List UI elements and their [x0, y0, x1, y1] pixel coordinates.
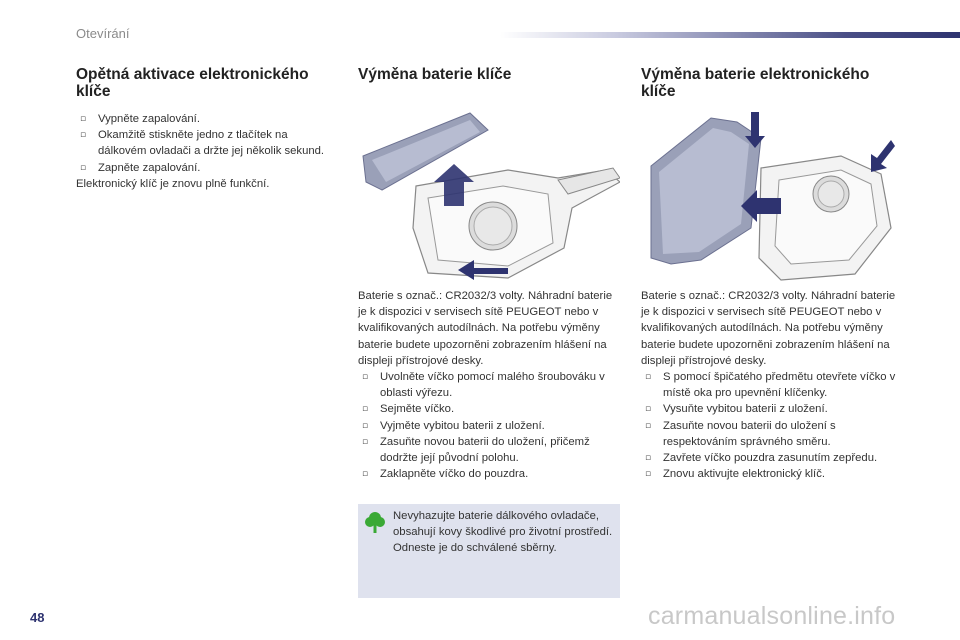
list-item: ▫ Sejměte víčko.	[358, 401, 620, 417]
list-item: ▫ Zasuňte novou baterii do uložení, přičemž dodržte její původní polohu.	[362, 435, 590, 465]
list-item: ▫ Vypněte zapalování.	[76, 111, 331, 127]
list-item: ▫ Zapněte zapalování.	[76, 160, 331, 176]
key-battery-text	[358, 288, 620, 482]
list-item: ▫ Zasuňte novou baterii do uložení s respektováním správného směru.	[645, 419, 836, 448]
note-line-1: Nevyhazujte baterie dálkového ovladače, obsahují kovy škodlivé pro životní prostředí.	[393, 510, 613, 539]
section-title: Otevírání	[76, 26, 130, 41]
environment-note-text	[393, 508, 615, 557]
key-battery-illustration	[358, 108, 620, 286]
heading-key-battery: Výměna baterie klíče	[358, 66, 512, 83]
bullet-icon: ▫	[645, 420, 652, 431]
bullet-icon: ▫	[362, 469, 369, 480]
electronic-key-text	[641, 288, 903, 482]
steps-reactivation	[76, 111, 331, 176]
column-reactivation	[76, 66, 331, 192]
heading-electronic-key-battery: Výměna baterie elektronického klíče	[641, 66, 870, 100]
steps-electronic-key	[641, 369, 903, 482]
heading-reactivation: Opětná aktivace elektronického klíče	[76, 66, 309, 100]
header-bar	[500, 32, 960, 38]
list-item: ▫ Vyjměte vybitou baterii z uložení.	[358, 418, 620, 434]
list-item: ▫ S pomocí špičatého předmětu otevřete víčko v místě oka pro upevnění klíčenky.	[645, 371, 896, 400]
bullet-icon: ▫	[362, 436, 369, 447]
list-item: ▫ Okamžitě stiskněte jedno z tlačítek na dálkovém ovladači a držte jej několik sekund.	[80, 129, 325, 158]
column-electronic-key-battery	[641, 66, 903, 100]
bullet-icon: ▫	[80, 114, 87, 124]
steps-key-battery	[358, 369, 620, 482]
list-item: ▫ Vysuňte vybitou baterii z uložení.	[641, 401, 903, 417]
list-item: ▫ Znovu aktivujte elektronický klíč.	[641, 466, 903, 482]
bullet-icon: ▫	[80, 162, 87, 173]
electronic-key-illustration	[641, 108, 903, 286]
page-number: 48	[30, 610, 45, 625]
bullet-icon: ▫	[80, 130, 87, 141]
reactivation-result: Elektronický klíč je znovu plně funkční.	[76, 177, 270, 190]
bullet-icon: ▫	[362, 372, 369, 383]
bullet-icon: ▫	[362, 404, 369, 415]
bullet-icon: ▫	[645, 453, 652, 464]
environment-note	[358, 504, 620, 598]
list-item: ▫ Zaklapněte víčko do pouzdra.	[358, 466, 620, 482]
list-item: ▫ Zavřete víčko pouzdra zasunutím zepředu.	[641, 450, 903, 466]
column-key-battery	[358, 66, 620, 83]
note-line-2: Odneste je do schválené sběrny.	[393, 542, 557, 555]
bullet-icon: ▫	[645, 372, 652, 383]
bullet-icon: ▫	[362, 420, 369, 431]
bullet-icon: ▫	[645, 469, 652, 480]
bullet-icon: ▫	[645, 404, 652, 415]
key-battery-paragraph: Baterie s označ.: CR2032/3 volty. Náhradní baterie je k dispozici v servisech sítě PEUGEOT nebo v kvalifikovaných autodílnách. Na potřebu výměny baterie budete upozorněni zobrazením hlášení na displeji přístrojové desky.	[358, 290, 613, 367]
watermark: carmanualsonline.info	[648, 602, 896, 630]
list-item: ▫ Uvolněte víčko pomocí malého šroubováku v oblasti výřezu.	[362, 371, 605, 400]
electronic-key-paragraph: Baterie s označ.: CR2032/3 volty. Náhradní baterie je k dispozici v servisech sítě PEUGEOT nebo v kvalifikovaných autodílnách. Na potřebu výměny baterie budete upozorněni zobrazením hlášení na displeji přístrojové desky.	[641, 290, 896, 367]
tree-icon	[364, 510, 386, 534]
